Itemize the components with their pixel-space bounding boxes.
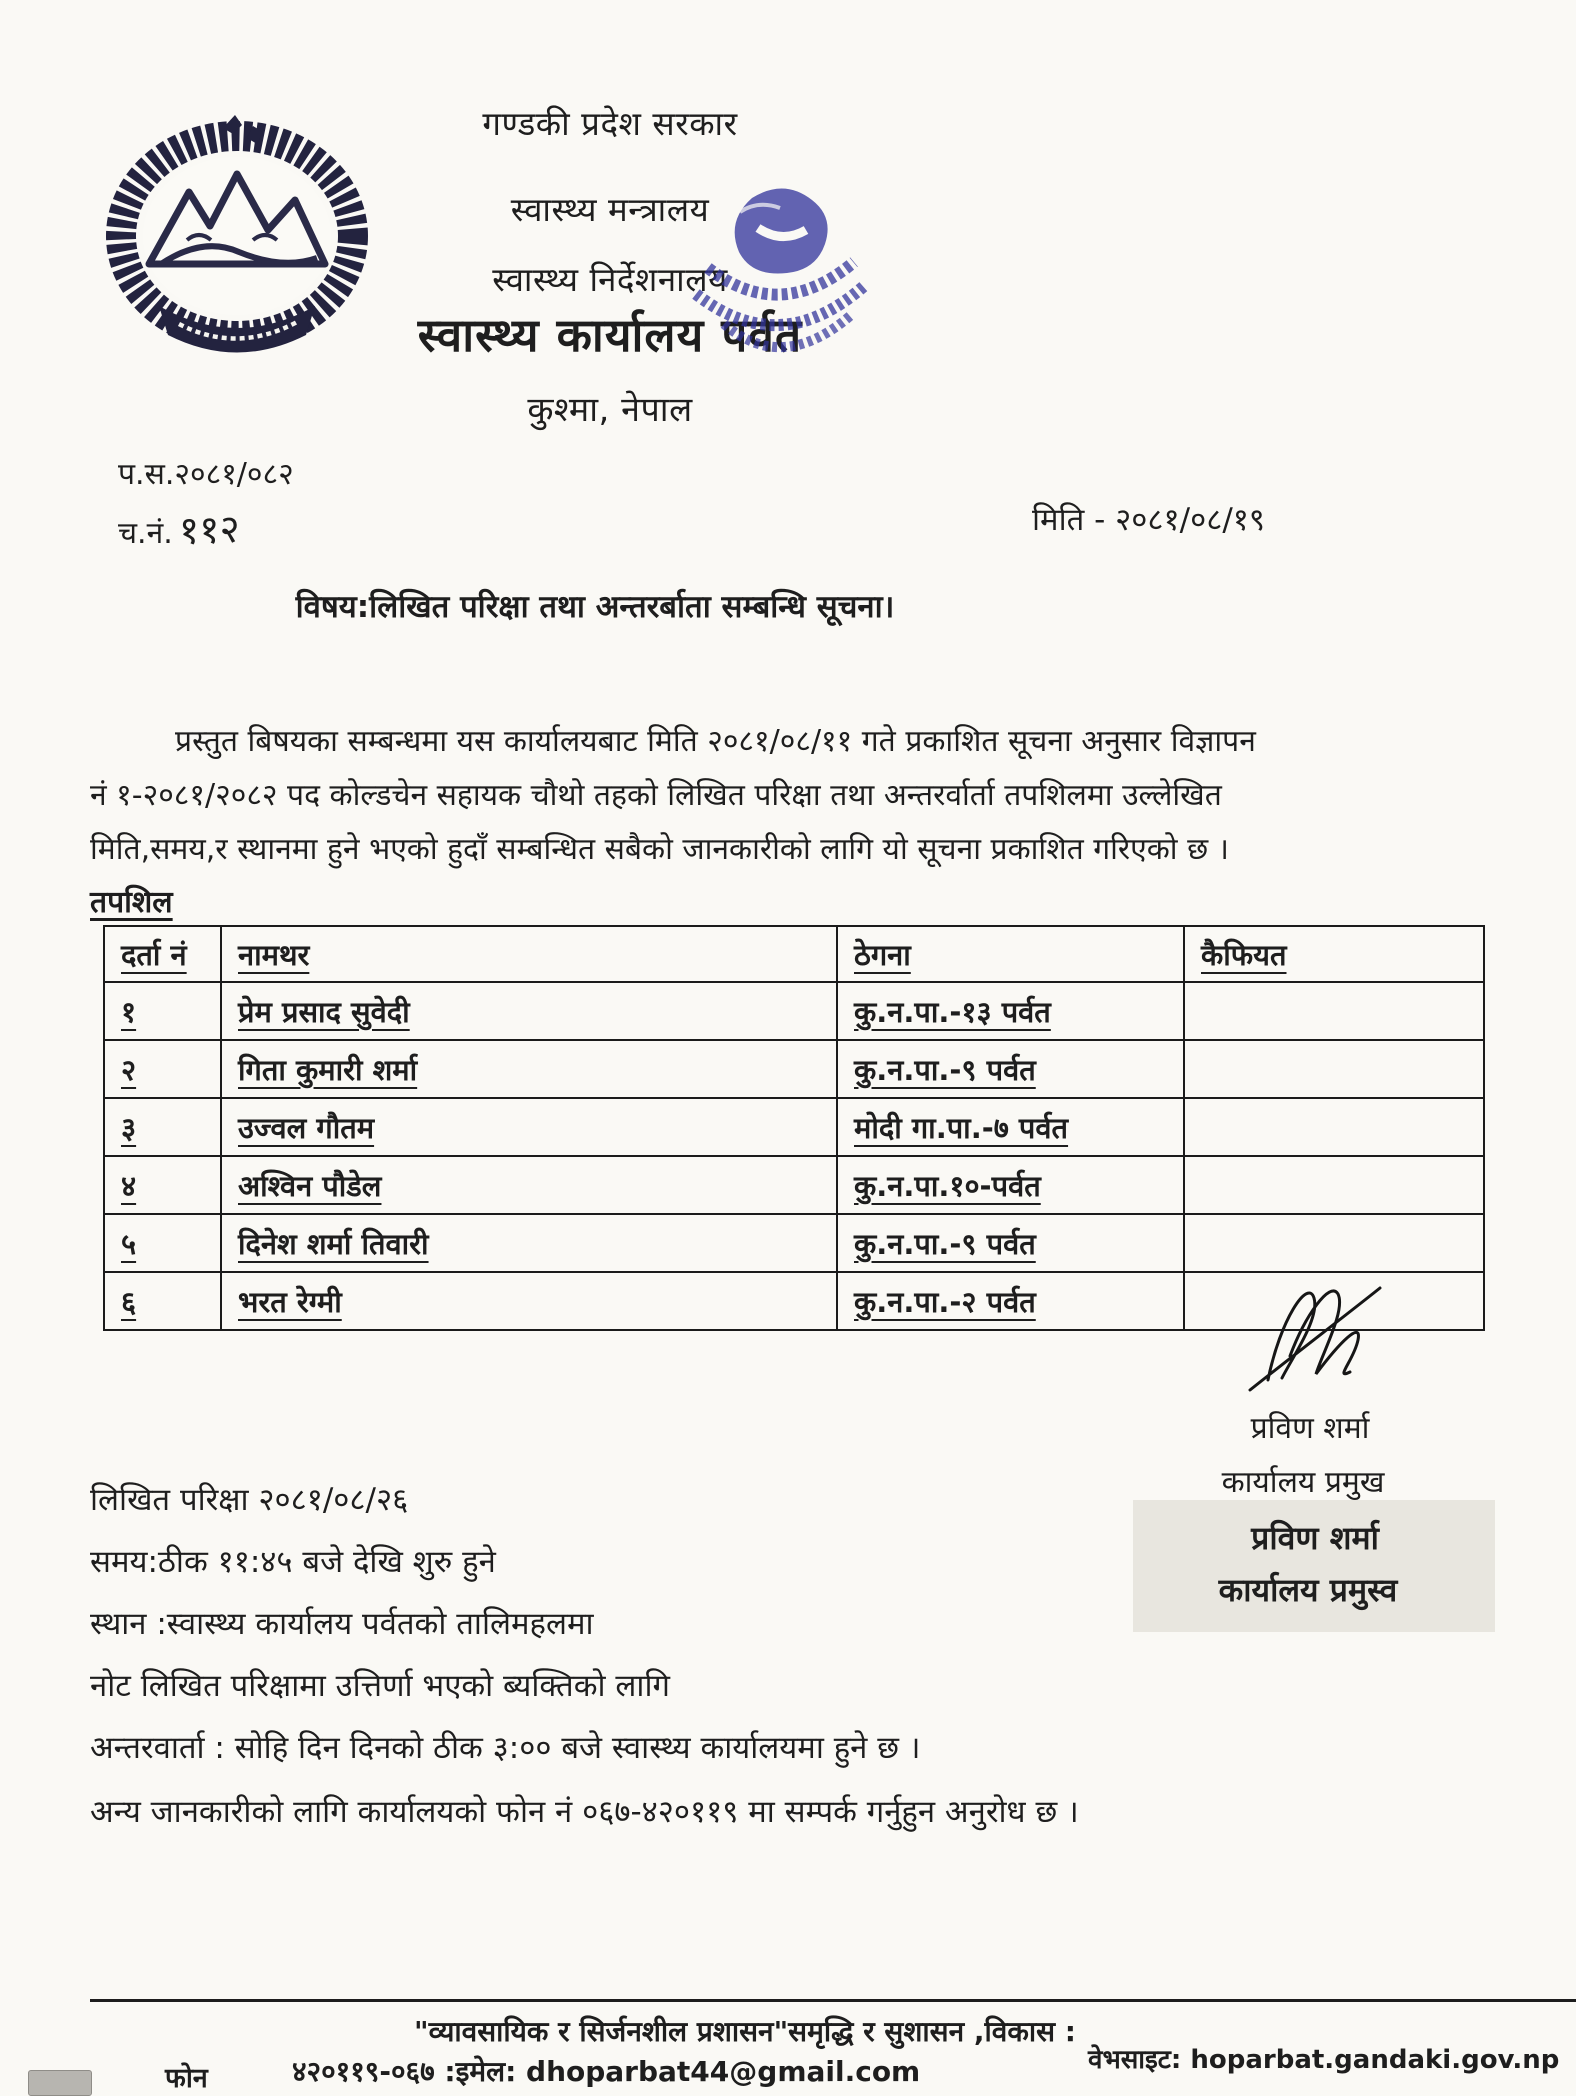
body-line-3: मिति,समय,र स्थानमा हुने भएको हुदाँ सम्बन्धित सबैको जानकारीको लागि यो सूचना प्रकाशित गरिएको छ । bbox=[90, 832, 1230, 867]
detail-venue: स्थान :स्वास्थ्य कार्यालय पर्वतको तालिमहलमा bbox=[90, 1606, 594, 1642]
cell-regno: २ bbox=[121, 1052, 137, 1087]
subject-line: विषय:लिखित परिक्षा तथा अन्तरर्बाता सम्बन्धि सूचना। bbox=[295, 589, 895, 625]
cell-regno: ५ bbox=[121, 1226, 137, 1261]
cell-name: गिता कुमारी शर्मा bbox=[238, 1052, 418, 1087]
chalani-number-handwritten: ११२ bbox=[178, 506, 241, 555]
footer-divider bbox=[90, 1999, 1576, 2002]
cell-address: कु.न.पा.१०-पर्वत bbox=[854, 1168, 1041, 1203]
cell-name: भरत रेग्मी bbox=[238, 1284, 342, 1319]
header-government: गण्डकी प्रदेश सरकार bbox=[482, 104, 738, 143]
chalani-number-line bbox=[118, 502, 240, 555]
table-row bbox=[104, 1156, 1484, 1214]
signatory-title-typed: कार्यालय प्रमुस्व bbox=[1218, 1571, 1398, 1609]
cell-name: अश्विन पौडेल bbox=[238, 1168, 382, 1203]
detail-exam-date: लिखित परिक्षा २०८१/०८/२६ bbox=[90, 1482, 409, 1518]
footer-slogan: "व्यावसायिक र सिर्जनशील प्रशासन"समृद्धि र सुशासन ,विकास : bbox=[414, 2015, 1076, 2048]
detail-interview: अन्तरवार्ता : सोहि दिन दिनको ठीक ३:०० बजे स्वास्थ्य कार्यालयमा हुने छ । bbox=[90, 1730, 921, 1766]
footer-website: वेभसाइट: hoparbat.gandaki.gov.np bbox=[1088, 2045, 1560, 2075]
header-directorate: स्वास्थ्य निर्देशनालय bbox=[492, 260, 728, 299]
cell-address: कु.न.पा.-९ पर्वत bbox=[854, 1226, 1036, 1261]
table-row bbox=[104, 1040, 1484, 1098]
col-header-remarks: कैफियत bbox=[1201, 937, 1287, 972]
office-stamp-icon bbox=[652, 172, 908, 386]
signatory-title-handwritten: कार्यालय प्रमुख bbox=[1221, 1465, 1385, 1500]
detail-time: समय:ठीक ११:४५ बजे देखि शुरु हुने bbox=[90, 1544, 496, 1580]
cell-name: उज्वल गौतम bbox=[238, 1110, 375, 1145]
col-header-name: नामथर bbox=[238, 937, 310, 972]
header-place: कुश्मा, नेपाल bbox=[527, 390, 693, 430]
chalani-label: च.नं. bbox=[118, 516, 173, 551]
signatory-name-typed: प्रविण शर्मा bbox=[1251, 1519, 1379, 1557]
tapashil-heading: तपशिल bbox=[90, 885, 173, 920]
table-row bbox=[104, 982, 1484, 1040]
cell-address: कु.न.पा.-२ पर्वत bbox=[854, 1284, 1036, 1319]
detail-note: नोट लिखित परिक्षामा उत्तिर्णा भएको ब्यक्तिको लागि bbox=[90, 1668, 670, 1704]
body-line-1: प्रस्तुत बिषयका सम्बन्धमा यस कार्यालयबाट मिति २०८१/०८/११ गते प्रकाशित सूचना अनुसार विज्ञापन bbox=[175, 724, 1256, 759]
signatory-name-handwritten: प्रविण शर्मा bbox=[1250, 1411, 1370, 1446]
cell-regno: ४ bbox=[121, 1168, 137, 1203]
letter-date: मिति - २०८१/०८/१९ bbox=[1032, 502, 1266, 538]
cell-regno: ३ bbox=[121, 1110, 137, 1145]
header-ministry: स्वास्थ्य मन्त्रालय bbox=[510, 190, 710, 229]
footer-phone-email: ४२०११९-०६७ :इमेल: dhoparbat44@gmail.com bbox=[292, 2055, 921, 2088]
table-header-row bbox=[104, 926, 1484, 982]
patra-sankhya: प.स.२०८१/०८२ bbox=[118, 457, 294, 492]
cell-address: कु.न.पा.-९ पर्वत bbox=[854, 1052, 1036, 1087]
col-header-regno: दर्ता नं bbox=[121, 937, 187, 972]
footer-phone-label: फोन bbox=[165, 2063, 208, 2094]
cell-address: कु.न.पा.-१३ पर्वत bbox=[854, 994, 1051, 1029]
cell-name: दिनेश शर्मा तिवारी bbox=[238, 1226, 429, 1261]
col-header-address: ठेगना bbox=[854, 937, 911, 972]
header-office-name: स्वास्थ्य कार्यालय पर्वत bbox=[417, 308, 803, 362]
cell-address: मोदी गा.पा.-७ पर्वत bbox=[854, 1110, 1069, 1145]
detail-contact: अन्य जानकारीको लागि कार्यालयको फोन नं ०६७-४२०११९ मा सम्पर्क गर्नुहुन अनुरोध छ । bbox=[90, 1794, 1079, 1830]
handwritten-signature-icon bbox=[1228, 1262, 1403, 1412]
cell-name: प्रेम प्रसाद सुवेदी bbox=[238, 994, 410, 1029]
cell-regno: ६ bbox=[121, 1284, 137, 1319]
cell-regno: १ bbox=[121, 994, 137, 1029]
table-row bbox=[104, 1098, 1484, 1156]
scan-artifact bbox=[28, 2070, 92, 2096]
body-line-2: नं १-२०८१/२०८२ पद कोल्डचेन सहायक चौथो तहको लिखित परिक्षा तथा अन्तरर्वार्ता तपशिलमा उल्लेखित bbox=[90, 778, 1222, 813]
